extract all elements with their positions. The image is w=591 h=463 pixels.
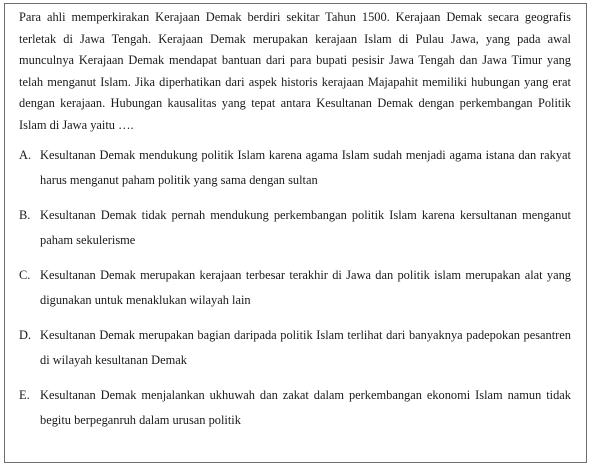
option-letter: A. [19,147,32,162]
option-text: Kesultanan Demak tidak pernah mendukung perkembangan politik Islam karena kersultanan menganut paham sekulerisme [40,207,571,248]
option-text: Kesultanan Demak menjalankan ukhuwah dan zakat dalam perkembangan ekonomi Islam namun tidak begitu berpeganruh dalam urusan politik [40,387,571,428]
option-e[interactable] [19,383,571,434]
option-c[interactable] [19,263,571,314]
option-letter: C. [19,267,31,282]
option-letter: E. [19,387,30,402]
question-content [19,7,571,434]
answer-options [19,143,571,434]
option-d[interactable] [19,323,571,374]
option-text: Kesultanan Demak mendukung politik Islam karena agama Islam sudah menjadi agama istana dan rakyat harus menganut paham politik yang sama dengan sultan [40,147,571,188]
option-letter: D. [19,327,32,342]
option-text: Kesultanan Demak merupakan bagian daripada politik Islam terlihat dari banyaknya padepokan pesantren di wilayah kesultanan Demak [40,327,571,368]
option-b[interactable] [19,203,571,254]
question-text: Para ahli memperkirakan Kerajaan Demak berdiri sekitar Tahun 1500. Kerajaan Demak secara geografis terletak di Jawa Tengah. Kerajaan Demak merupakan kerajaan Islam di Pulau Jawa, yang pada awal munculnya Kerajaan Demak mendapat bantuan dari para bupati pesisir Jawa Tengah dan Jawa Timur yang telah menganut Islam. Jika diperhatikan dari aspek historis kerajaan Majapahit memiliki hubungan yang erat dengan kerajaan. Hubungan kausalitas yang tepat antara Kesultanan Demak dengan perkembangan Politik Islam di Jawa yaitu …. [19,10,571,132]
option-letter: B. [19,207,31,222]
option-a[interactable] [19,143,571,194]
option-text: Kesultanan Demak merupakan kerajaan terbesar terakhir di Jawa dan politik islam merupakan alat yang digunakan untuk menaklukan wilayah lain [40,267,571,308]
